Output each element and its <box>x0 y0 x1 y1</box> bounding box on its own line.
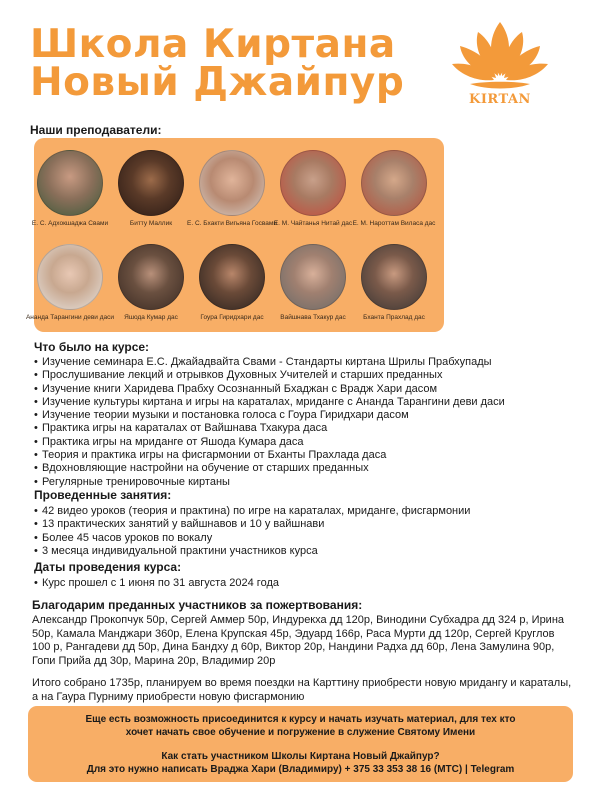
title-line-1: Школа Киртана <box>30 22 396 67</box>
teacher-name: Е. С. Бхакти Вигьяна Госвами <box>187 220 277 227</box>
teacher-card <box>349 150 439 228</box>
course-list <box>34 356 505 489</box>
teacher-name: Ананда Тарангини деви даси <box>25 314 115 321</box>
teacher-photo <box>118 244 184 310</box>
teacher-photo <box>118 150 184 216</box>
list-item: • Регулярные тренировочные киртаны <box>34 476 505 489</box>
teacher-name: Е. М. Нароттам Виласа дас <box>352 220 436 227</box>
banner-line-1: Еще есть возможность присоединится к курсу и начать изучать материал, для тех кто <box>85 714 516 725</box>
teacher-card <box>268 150 358 228</box>
teacher-name: Е. М. Чайтанья Нитай дас <box>273 220 353 227</box>
lessons-heading: Проведенные занятия: <box>34 488 172 502</box>
list-item: • Изучение культуры киртана и игры на караталах, мриданге с Ананда Тарангини деви даси <box>34 396 505 409</box>
list-item: • Теория и практика игры на фисгармонии от Бханты Прахлада даса <box>34 449 505 462</box>
teacher-name: Гоура Гиридхари дас <box>200 314 264 321</box>
list-item: • Практика игры на мриданге от Яшода Кумара даса <box>34 436 505 449</box>
list-item: • Изучение семинара Е.С. Джайадвайта Свами - Стандарты киртана Шрилы Прабхупады <box>34 356 505 369</box>
teacher-photo <box>280 150 346 216</box>
teacher-photo <box>37 150 103 216</box>
teacher-card <box>268 244 358 322</box>
list-item: • 3 месяца индивидуальной практини участников курса <box>34 545 470 558</box>
teacher-card <box>349 244 439 322</box>
contact-banner <box>28 706 573 782</box>
teacher-name: Вайшнава Тхакур дас <box>280 314 346 321</box>
teacher-name: Е. С. Адхокшаджа Свами <box>31 220 109 227</box>
teacher-photo <box>199 244 265 310</box>
teacher-name: Бханта Прахлад дас <box>363 314 425 321</box>
dates-heading: Даты проведения курса: <box>34 560 182 574</box>
page-title <box>30 22 405 105</box>
teacher-photo <box>361 244 427 310</box>
banner-line-4: Для это нужно написать Враджа Хари (Владимиру) + 375 33 353 38 16 (МТС) | Telegram <box>86 763 515 775</box>
teacher-name: Битту Маллик <box>129 220 173 227</box>
teachers-heading: Наши преподаватели: <box>30 123 162 137</box>
list-item: • 13 практических занятий у вайшнавов и 10 у вайшнави <box>34 518 470 531</box>
banner-line-3: Как стать участником Школы Киртана Новый Джайпур? <box>161 751 440 762</box>
teacher-card <box>25 150 115 228</box>
kirtan-logo <box>440 18 560 113</box>
teacher-name: Яшода Кумар дас <box>124 314 178 321</box>
lessons-list <box>34 505 470 558</box>
list-item: • Практика игры на караталах от Вайшнава Тхакура даса <box>34 422 505 435</box>
logo-text: KIRTAN <box>469 92 531 107</box>
donations-list: Александр Прокопчук 50р, Сергей Аммер 50р, Индурекха дд 120р, Винодини Субхадра дд 324 р, Ирина 50р, Камала Манджари 360р, Елена Крупская 45р, Эдуард 166р, Раса Мурти дд 120р, Сергей Круглов 100 р, Рангадеви дд 50р, Дина Бандху д 60р, Виктор 20р, Нандини Радха дд 60р, Лена Замулина 90р, Гопи Прийа дд 30р, Марина 20р, Владимир 20р <box>32 614 565 667</box>
dates-list <box>34 577 279 590</box>
lotus-icon <box>440 18 560 92</box>
teacher-card <box>106 150 196 228</box>
teacher-card <box>187 150 277 228</box>
list-item: • Более 45 часов уроков по вокалу <box>34 532 470 545</box>
list-item: • Вдохновляющие настройни на обучение от старших преданных <box>34 462 505 475</box>
teachers-panel <box>25 138 444 332</box>
teacher-photo <box>361 150 427 216</box>
course-heading: Что было на курсе: <box>34 340 150 354</box>
list-item: • Курс прошел с 1 июня по 31 августа 2024 года <box>34 577 279 590</box>
banner-line-2: хочет начать свое обучение и погружение в служение Святому Имени <box>125 726 476 738</box>
teacher-card <box>187 244 277 322</box>
donations-heading: Благодарим преданных участников за пожертвования: <box>32 598 363 612</box>
donations-total: Итого собрано 1735р, планируем во время поездки на Карттину приобрести новую мридангу и караталы, а на Гаура Пурниму приобрести новую фисгармонию <box>32 677 572 703</box>
list-item: • Изучение книги Харидева Прабху Осознанный Бхаджан с Врадж Хари дасом <box>34 383 505 396</box>
list-item: • 42 видео уроков (теория и практина) по игре на караталах, мриданге, фисгармонии <box>34 505 470 518</box>
teacher-photo <box>280 244 346 310</box>
teacher-photo <box>199 150 265 216</box>
teacher-card <box>106 244 196 322</box>
teacher-card <box>25 244 115 322</box>
list-item: • Прослушивание лекций и отрывков Духовных Учителей и старших преданных <box>34 369 505 382</box>
title-line-2: Новый Джайпур <box>30 60 405 105</box>
teacher-photo <box>37 244 103 310</box>
list-item: • Изучение теории музыки и постановка голоса с Гоура Гиридхари дасом <box>34 409 505 422</box>
